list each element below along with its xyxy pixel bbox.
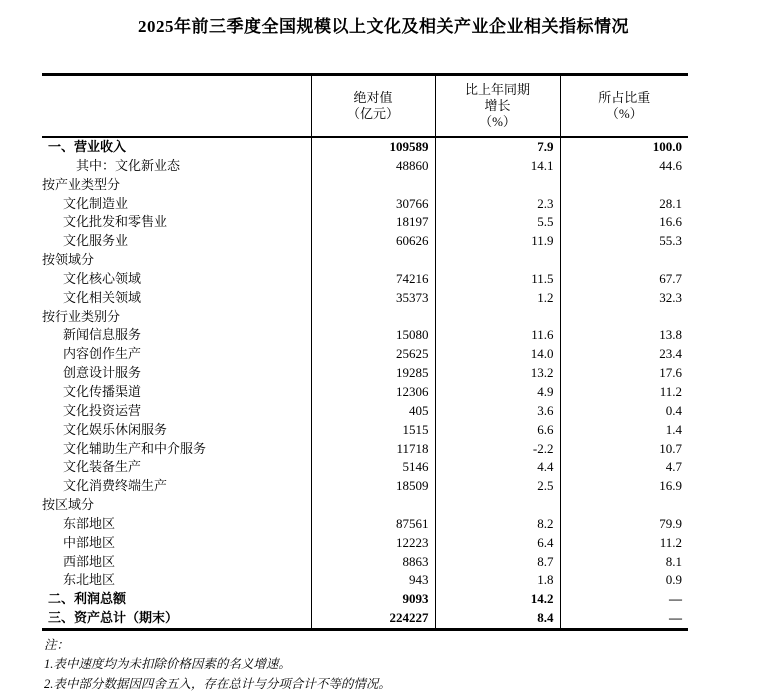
growth-cell: 7.9 [435, 137, 560, 157]
absolute-value-cell: 35373 [311, 289, 435, 308]
header-share [560, 75, 688, 138]
share-cell [560, 251, 688, 270]
row-label: 西部地区 [63, 553, 116, 569]
share-cell: 16.6 [560, 213, 688, 232]
header-share-line2: （%） [605, 106, 643, 121]
absolute-value-cell: 943 [311, 571, 435, 590]
row-label: 二、利润总额 [48, 591, 127, 607]
table-row [42, 534, 688, 553]
growth-cell [435, 496, 560, 515]
row-label: 按领域分 [42, 252, 95, 268]
absolute-value-cell: 5146 [311, 458, 435, 477]
absolute-value-cell: 109589 [311, 137, 435, 157]
table-row [42, 345, 688, 364]
growth-cell: 8.7 [435, 553, 560, 572]
row-label: 其中：文化新业态 [76, 157, 181, 173]
row-label: 东部地区 [63, 515, 116, 531]
table-row [42, 137, 688, 157]
growth-cell: 8.4 [435, 609, 560, 629]
growth-cell: 11.6 [435, 326, 560, 345]
share-cell: 67.7 [560, 270, 688, 289]
growth-cell: 6.6 [435, 421, 560, 440]
row-label: 新闻信息服务 [63, 327, 142, 343]
header-absolute-value [311, 75, 435, 138]
row-label: 文化相关领域 [63, 289, 142, 305]
absolute-value-cell [311, 308, 435, 327]
table-row [42, 213, 688, 232]
header-growth-line3: （%） [479, 114, 516, 129]
row-label: 文化娱乐休闲服务 [63, 421, 168, 437]
footnote-item: 2.表中部分数据因四舍五入，存在总计与分项合计不等的情况。 [44, 676, 391, 691]
absolute-value-cell: 15080 [311, 326, 435, 345]
table-row [42, 270, 688, 289]
row-label: 按区域分 [42, 497, 95, 513]
share-cell: 79.9 [560, 515, 688, 534]
absolute-value-cell [311, 496, 435, 515]
row-label: 中部地区 [63, 534, 116, 550]
row-label: 文化核心领域 [63, 270, 142, 286]
growth-cell: 5.5 [435, 213, 560, 232]
row-label: 创意设计服务 [63, 365, 142, 381]
share-cell: 13.8 [560, 326, 688, 345]
absolute-value-cell: 9093 [311, 590, 435, 609]
share-cell: 17.6 [560, 364, 688, 383]
share-cell: 10.7 [560, 440, 688, 459]
footnotes [44, 636, 767, 694]
share-cell: 0.4 [560, 402, 688, 421]
absolute-value-cell: 1515 [311, 421, 435, 440]
row-label: 文化装备生产 [63, 459, 142, 475]
table-row [42, 364, 688, 383]
growth-cell: 11.5 [435, 270, 560, 289]
table-row [42, 232, 688, 251]
row-label: 文化消费终端生产 [63, 478, 168, 494]
footnote-label: 注： [44, 637, 70, 652]
share-cell: 23.4 [560, 345, 688, 364]
absolute-value-cell: 19285 [311, 364, 435, 383]
table-row [42, 440, 688, 459]
share-cell: 32.3 [560, 289, 688, 308]
table-row [42, 421, 688, 440]
row-label: 按行业类别分 [42, 308, 121, 324]
absolute-value-cell: 30766 [311, 195, 435, 214]
share-cell [560, 496, 688, 515]
growth-cell: 1.8 [435, 571, 560, 590]
table-row [42, 176, 688, 195]
row-label: 按产业类型分 [42, 176, 121, 192]
table-body [42, 137, 688, 629]
header-row [42, 75, 688, 138]
growth-cell: 8.2 [435, 515, 560, 534]
absolute-value-cell: 405 [311, 402, 435, 421]
share-cell: 11.2 [560, 534, 688, 553]
table-row [42, 571, 688, 590]
row-label: 文化服务业 [63, 233, 129, 249]
growth-cell: 13.2 [435, 364, 560, 383]
header-absolute-value-line2: （亿元） [346, 106, 399, 121]
absolute-value-cell: 18197 [311, 213, 435, 232]
growth-cell: 2.3 [435, 195, 560, 214]
absolute-value-cell: 11718 [311, 440, 435, 459]
header-share-line1: 所占比重 [598, 90, 651, 105]
table-row [42, 458, 688, 477]
table-row [42, 515, 688, 534]
header-growth-line2: 增长 [484, 98, 511, 113]
absolute-value-cell: 25625 [311, 345, 435, 364]
table-row [42, 326, 688, 345]
growth-cell: 6.4 [435, 534, 560, 553]
growth-cell: 3.6 [435, 402, 560, 421]
header-indicator [42, 75, 311, 138]
growth-cell [435, 308, 560, 327]
share-cell: 0.9 [560, 571, 688, 590]
table-row [42, 590, 688, 609]
absolute-value-cell: 8863 [311, 553, 435, 572]
row-label: 文化投资运营 [63, 402, 142, 418]
table-row [42, 308, 688, 327]
row-label: 文化制造业 [63, 195, 129, 211]
row-label: 三、资产总计（期末） [48, 610, 179, 626]
share-cell: — [560, 609, 688, 629]
row-label: 东北地区 [63, 572, 116, 588]
growth-cell: 2.5 [435, 477, 560, 496]
absolute-value-cell: 60626 [311, 232, 435, 251]
absolute-value-cell [311, 176, 435, 195]
table-row [42, 383, 688, 402]
footnote-item: 1.表中速度均为未扣除价格因素的名义增速。 [44, 657, 291, 672]
row-label: 一、营业收入 [48, 139, 127, 154]
growth-cell: 14.1 [435, 157, 560, 176]
growth-cell: 14.2 [435, 590, 560, 609]
share-cell: 55.3 [560, 232, 688, 251]
row-label: 文化传播渠道 [63, 383, 142, 399]
absolute-value-cell: 74216 [311, 270, 435, 289]
table-row [42, 195, 688, 214]
share-cell [560, 308, 688, 327]
growth-cell: 1.2 [435, 289, 560, 308]
growth-cell: 4.4 [435, 458, 560, 477]
share-cell [560, 176, 688, 195]
growth-cell: -2.2 [435, 440, 560, 459]
absolute-value-cell: 12306 [311, 383, 435, 402]
share-cell: 1.4 [560, 421, 688, 440]
growth-cell: 14.0 [435, 345, 560, 364]
share-cell: 28.1 [560, 195, 688, 214]
share-cell: 44.6 [560, 157, 688, 176]
growth-cell: 4.9 [435, 383, 560, 402]
share-cell: 16.9 [560, 477, 688, 496]
share-cell: 100.0 [560, 137, 688, 157]
absolute-value-cell: 18509 [311, 477, 435, 496]
absolute-value-cell: 87561 [311, 515, 435, 534]
share-cell: 11.2 [560, 383, 688, 402]
table-row [42, 402, 688, 421]
row-label: 内容创作生产 [63, 346, 142, 362]
absolute-value-cell: 48860 [311, 157, 435, 176]
table-row [42, 609, 688, 629]
table-header [42, 75, 688, 138]
table-row [42, 251, 688, 270]
absolute-value-cell: 12223 [311, 534, 435, 553]
table-row [42, 496, 688, 515]
growth-cell [435, 251, 560, 270]
header-growth [435, 75, 560, 138]
table-row [42, 157, 688, 176]
growth-cell: 11.9 [435, 232, 560, 251]
share-cell: 8.1 [560, 553, 688, 572]
table-row [42, 553, 688, 572]
row-label: 文化批发和零售业 [63, 214, 168, 230]
share-cell: — [560, 590, 688, 609]
header-growth-line1: 比上年同期 [464, 82, 530, 97]
absolute-value-cell [311, 251, 435, 270]
table-row [42, 477, 688, 496]
indicators-table [42, 73, 688, 631]
absolute-value-cell: 224227 [311, 609, 435, 629]
row-label: 文化辅助生产和中介服务 [63, 440, 207, 456]
share-cell: 4.7 [560, 458, 688, 477]
page-title: 2025年前三季度全国规模以上文化及相关产业企业相关指标情况 [138, 17, 629, 36]
table-row [42, 289, 688, 308]
header-absolute-value-line1: 绝对值 [353, 90, 393, 105]
growth-cell [435, 176, 560, 195]
